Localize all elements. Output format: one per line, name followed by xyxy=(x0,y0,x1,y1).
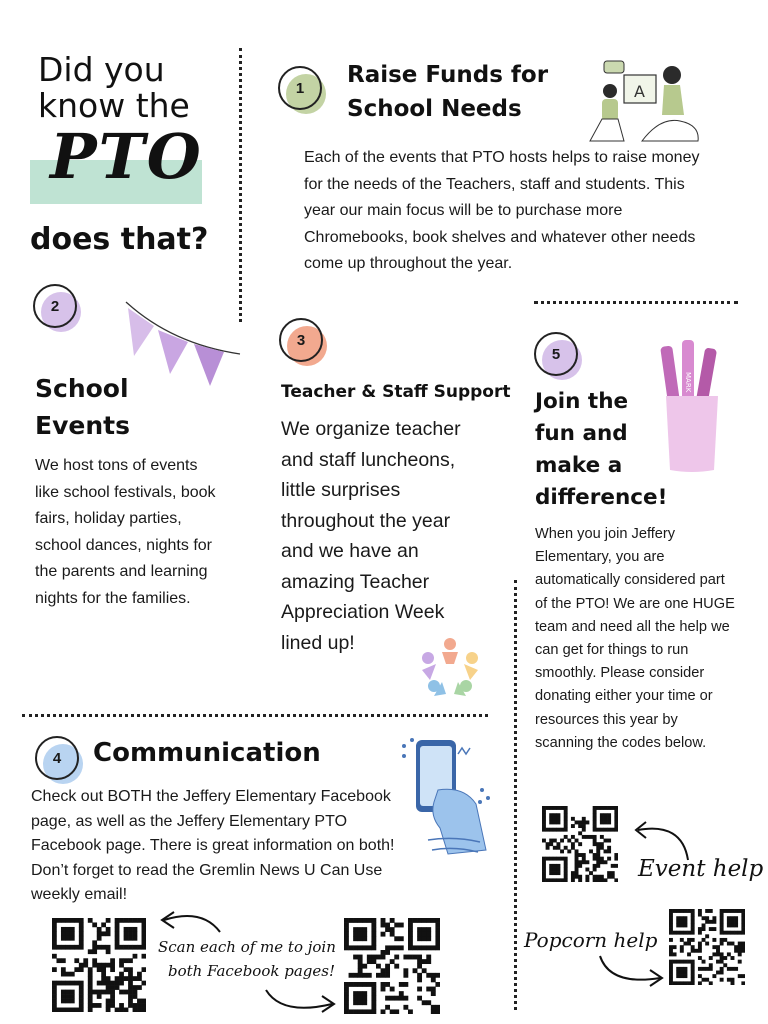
bunting-icon xyxy=(112,298,242,390)
popcorn-help-label: Popcorn help xyxy=(524,928,658,952)
badge-3: 3 xyxy=(279,318,323,362)
divider-vertical-bottom xyxy=(514,580,517,1010)
section-5-body: When you join Jeffery Elementary, you are automatically considered part of the PTO! We are one HUGE team and need all the help we can get for things to run smoothly. Please consider donating either your time or resources this year by scanning the codes below. xyxy=(535,526,735,751)
teaching-illustration xyxy=(580,55,705,143)
section-2-body: We host tons of events like school festivals, book fairs, holiday parties, school dances, nights for the parents and learning nights for the families. xyxy=(35,457,216,607)
section-1-body: Each of the events that PTO hosts helps to raise money for the needs of the Teachers, staff and students. This year our main focus will be to purchase more Chromebooks, book shelves and whatever other needs come up throughout the year. xyxy=(304,149,700,272)
qr-code-popcorn-help[interactable] xyxy=(669,909,745,985)
scan-note-line1: Scan each of me to join xyxy=(158,938,336,956)
event-help-label: Event help xyxy=(638,856,764,882)
arrow-icon xyxy=(596,950,668,990)
section-3-title: Teacher & Staff Support xyxy=(281,382,511,402)
marker-label: MARK xyxy=(684,372,692,393)
section-2-title-line1: School xyxy=(35,374,129,403)
badge-2: 2 xyxy=(33,284,77,328)
divider-horizontal-right xyxy=(534,301,738,304)
section-2-title-line2: Events xyxy=(35,411,130,440)
section-1-title-line1: Raise Funds for xyxy=(347,62,549,88)
section-4-body: Check out BOTH the Jeffery Elementary Facebook page, as well as the Jeffery Elementary PTO Facebook page. There is great information on both! Don’t forget to read the Gremlin News U Can Use weekly email! xyxy=(31,788,395,903)
qr-code-event-help[interactable] xyxy=(542,806,618,882)
section-5-title-line4: difference! xyxy=(535,485,668,510)
arrow-icon xyxy=(154,906,226,936)
badge-5: 5 xyxy=(534,332,578,376)
team-circle-icon xyxy=(414,630,486,702)
section-3-body: We organize teacher and staff luncheons, little surprises throughout the year and we have an amazing Teacher Appreciation Week lined up! xyxy=(281,418,461,654)
badge-1: 1 xyxy=(278,66,322,110)
qr-code-facebook-1[interactable] xyxy=(52,918,146,1012)
intro-line-3: does that? xyxy=(30,222,209,257)
badge-4: 4 xyxy=(35,736,79,780)
svg-text:A: A xyxy=(634,82,645,101)
section-5-title-line2: fun and xyxy=(535,421,628,446)
scan-note-line2: both Facebook pages! xyxy=(168,962,335,980)
arrow-icon xyxy=(262,986,340,1016)
section-1-title-line2: School Needs xyxy=(347,96,522,122)
qr-code-facebook-2[interactable] xyxy=(344,918,440,1014)
divider-vertical-top xyxy=(239,48,242,322)
pto-heading: PTO xyxy=(50,120,203,193)
section-5-title-line1: Join the xyxy=(535,389,629,414)
divider-horizontal-middle xyxy=(22,714,488,717)
intro-line-1: Did you xyxy=(38,50,165,89)
section-4-title: Communication xyxy=(93,738,321,768)
section-5-title-line3: make a xyxy=(535,453,623,478)
intro-line-2: know the xyxy=(38,86,190,125)
marker-cup-icon xyxy=(660,338,730,474)
